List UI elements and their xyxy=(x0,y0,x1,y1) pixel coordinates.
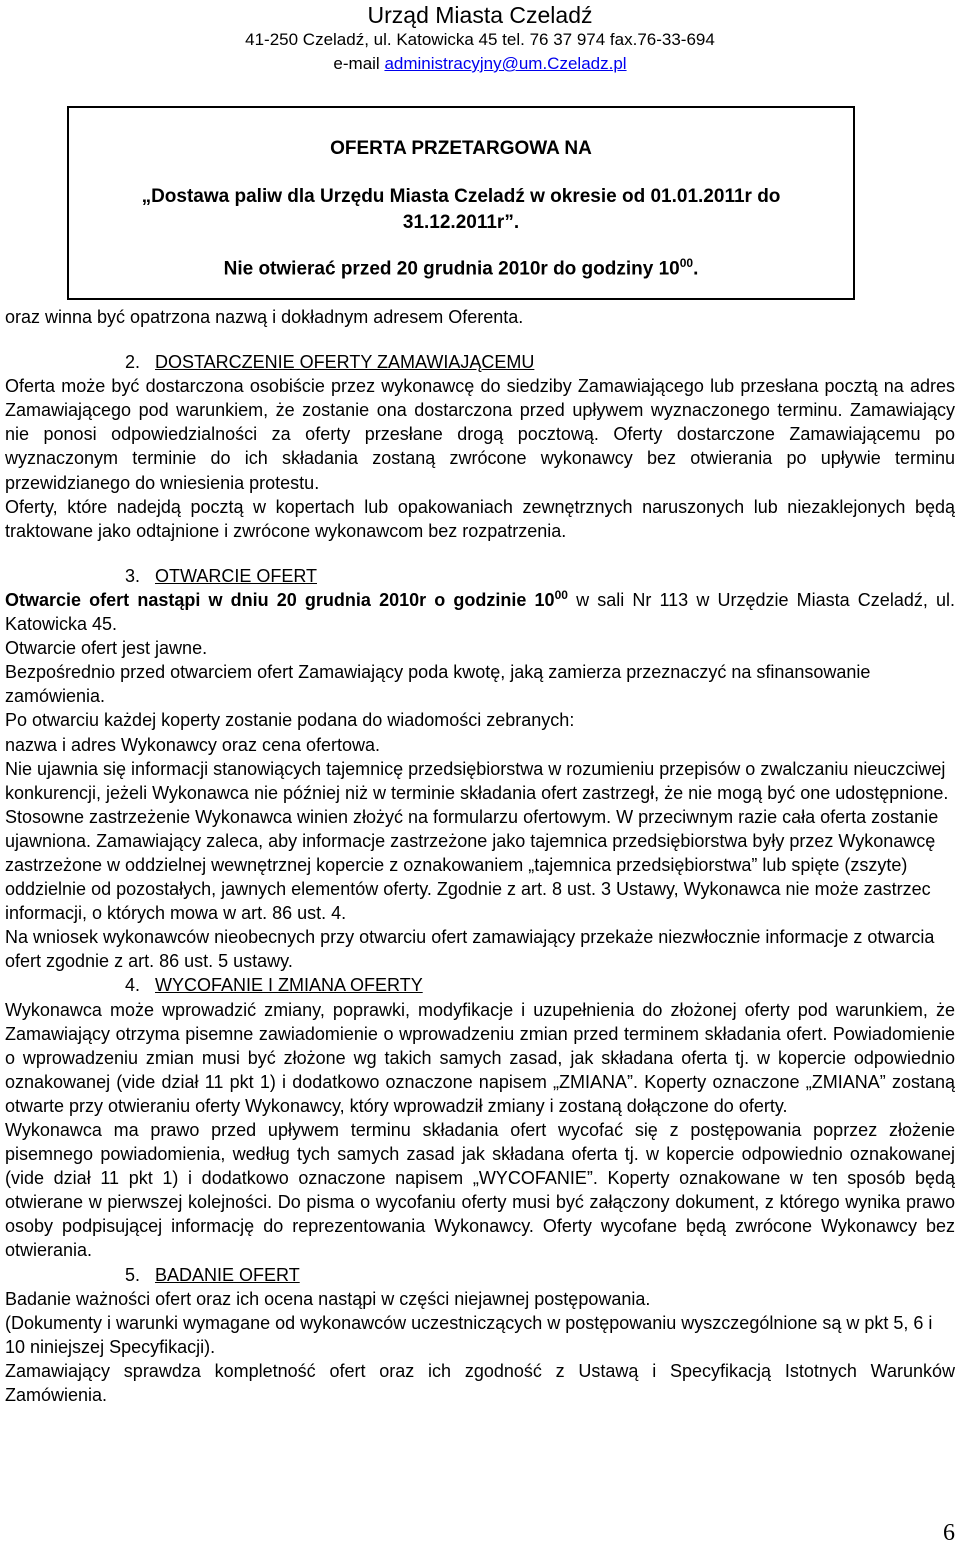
office-address: 41-250 Czeladź, ul. Katowicka 45 tel. 76 37 974 fax.76-33-694 xyxy=(245,30,715,49)
email-prefix: e-mail xyxy=(333,54,385,73)
section-title: BADANIE OFERT xyxy=(155,1264,300,1285)
opening-date-line xyxy=(5,588,955,636)
opening-minutes: 00 xyxy=(554,587,568,602)
intro-line: oraz winna być opatrzona nazwą i dokładnym adresem Oferenta. xyxy=(5,307,524,327)
section-5-line: Badanie ważności ofert oraz ich ocena nastąpi w części niejawnej postępowania. xyxy=(5,1288,651,1309)
section-2-paragraph: Oferty, które nadejdą pocztą w kopertach lub opakowaniach zewnętrznych naruszonych lub niezaklejonych będą traktowane jako odtajnione i zwrócone wykonawcom bez rozpatrzenia. xyxy=(5,496,955,541)
letterhead xyxy=(0,0,960,76)
envelope-deadline xyxy=(69,256,853,280)
deadline-text: Nie otwierać przed 20 grudnia 2010r do godziny 10 xyxy=(223,258,680,280)
opening-place: w sali Nr 113 w Urzędzie Miasta Czeladź, ul. Katowicka 45. xyxy=(5,589,955,635)
section-3-line: Stosowne zastrzeżenie Wykonawca winien złożyć na formularzu ofertowym. W przeciwnym razie cała oferta zostanie ujawniona. Zamawiający zaleca, aby informacje zastrzeżone jako tajemnica przedsiębiorstwa były przez Wykonawcę zastrzeżone w oddzielnej wewnętrznej kopercie z oznakowaniem „tajemnica przedsiębiorstwa” lub spięte (zszyte) oddzielnie od pozostałych, jawnych elementów oferty. Zgodnie z art. 8 ust. 3 Ustawy, Wykonawca nie może zastrzec informacji, o których mowa w art. 86 ust. 4. xyxy=(5,806,939,924)
section-4-heading xyxy=(5,973,955,997)
section-3-line: nazwa i adres Wykonawcy oraz cena ofertowa. xyxy=(5,734,381,755)
office-email-line xyxy=(0,52,960,76)
section-title: WYCOFANIE I ZMIANA OFERTY xyxy=(155,975,423,996)
envelope-title: OFERTA PRZETARGOWA NA xyxy=(330,138,592,159)
deadline-minutes: 00 xyxy=(679,256,694,270)
offer-envelope-box xyxy=(67,106,855,300)
section-number: 5. xyxy=(125,1264,141,1285)
section-3-line: Otwarcie ofert jest jawne. xyxy=(5,638,208,659)
section-4-paragraph: Wykonawca ma prawo przed upływem terminu składania ofert wycofać się z postępowania poprzez złożenie pisemnego powiadomienia, według tych samych zasad jak składana oferta tj. w kopercie odpowiednio oznakowanej (vide dział 11 pkt 1) i dodatkowo oznaczone napisem „WYCOFANIE”. Koperty oznakowane w ten sposób będą otwierane w pierwszej kolejności. Do pisma o wycofaniu oferty musi być załączony dokument, z którego wynika prawo osoby podpisującej informację do reprezentowania Wykonawcy. Oferty wycofane będą zwrócone Wykonawcy bez otwierania. xyxy=(5,1120,955,1261)
office-name: Urząd Miasta Czeladź xyxy=(367,2,593,28)
section-3-line: Bezpośrednio przed otwarciem ofert Zamawiający poda kwotę, jaką zamierza przeznaczyć na sfinansowanie zamówienia. xyxy=(5,662,871,707)
page-number: 6 xyxy=(943,1520,955,1546)
section-2-paragraph: Oferta może być dostarczona osobiście przez wykonawcę do siedziby Zamawiającego lub przesłana pocztą na adres Zamawiającego pod warunkiem, że zostanie ona dostarczona przed upływem wyznaczonego terminu. Zamawiający nie ponosi odpowiedzialności za oferty przesłane drogą pocztową. Oferty dostarczone Zamawiającemu po wyznaczonym terminie do ich składania zostaną zwrócone wykonawcy bez otwierania po upływie terminu przewidzianego do wniesienia protestu. xyxy=(5,376,955,493)
document-body xyxy=(5,305,955,1407)
email-link[interactable]: administracyjny@um.Czeladz.pl xyxy=(384,54,627,73)
section-5-line: Zamawiający sprawdza kompletność ofert oraz ich zgodność z Ustawą i Specyfikacją Istotnych Warunków Zamówienia. xyxy=(5,1360,955,1406)
section-number: 4. xyxy=(125,975,141,996)
section-title: OTWARCIE OFERT xyxy=(155,565,317,586)
envelope-subject: „Dostawa paliw dla Urzędu Miasta Czeladź w okresie od 01.01.2011r do 31.12.2011r”. xyxy=(141,186,781,233)
opening-date-bold: Otwarcie ofert nastąpi w dniu 20 grudnia 2010r o godzinie 10 xyxy=(5,589,555,610)
section-5-line: (Dokumenty i warunki wymagane od wykonawców uczestniczących w postępowaniu wyszczególnione są w pkt 5, 6 i 10 niniejszej Specyfikacji). xyxy=(5,1312,933,1357)
section-3-line: Po otwarciu każdej koperty zostanie podana do wiadomości zebranych: xyxy=(5,710,575,731)
section-3-heading xyxy=(5,564,955,588)
section-5-heading xyxy=(5,1263,955,1287)
section-number: 3. xyxy=(125,565,141,586)
section-3-line: Nie ujawnia się informacji stanowiących tajemnicę przedsiębiorstwa w rozumieniu przepisów o zwalczaniu nieuczciwej konkurencji, jeżeli Wykonawca nie później niż w terminie składania ofert zastrzegł, że nie mogą być one udostępnione. xyxy=(5,758,949,803)
section-2-heading xyxy=(5,350,955,374)
section-number: 2. xyxy=(125,352,141,373)
section-4-paragraph: Wykonawca może wprowadzić zmiany, poprawki, modyfikacje i uzupełnienia do złożonej oferty pod warunkiem, że Zamawiający otrzyma pisemne zawiadomienie o wprowadzeniu zmian przed terminem składania ofert. Powiadomienie o wprowadzeniu zmian musi być złożone wg takich samych zasad, jak składana oferta tj. w kopercie odpowiednio oznakowanej (vide dział 11 pkt 1) i dodatkowo oznaczone napisem „ZMIANA”. Koperty oznaczone „ZMIANA” zostaną otwarte przy otwieraniu oferty Wykonawcy, który wprowadził zmiany i zostaną dołączone do oferty. xyxy=(5,999,955,1116)
section-title: DOSTARCZENIE OFERTY ZAMAWIAJĄCEMU xyxy=(155,352,535,373)
deadline-end: . xyxy=(693,258,699,280)
section-3-line: Na wniosek wykonawców nieobecnych przy otwarciu ofert zamawiający przekaże niezwłocznie informacje z otwarcia ofert zgodnie z art. 86 ust. 5 ustawy. xyxy=(5,927,935,972)
